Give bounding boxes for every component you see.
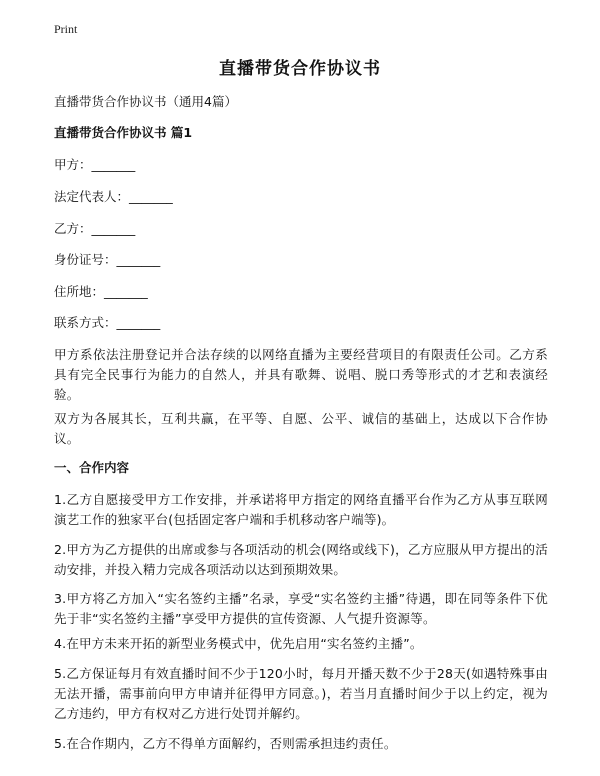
intro-paragraph-2: 双方为各展其长，互利共赢，在平等、自愿、公平、诚信的基础上，达成以下合作协议。 bbox=[54, 411, 548, 446]
clause-2: 2.甲方为乙方提供的出席或参与各项活动的机会(网络或线下)，乙方应服从甲方提出的活动安排，并投入精力完成各项活动以达到预期效果。 bbox=[54, 542, 548, 577]
document-subtitle: 直播带货合作协议书（通用4篇） bbox=[54, 94, 237, 109]
document-title: 直播带货合作协议书 bbox=[219, 59, 381, 79]
field-contact: 联系方式：_______ bbox=[54, 315, 161, 330]
clause-4: 4.在甲方未来开拓的新型业务模式中，优先启用“实名签约主播”。 bbox=[54, 636, 423, 651]
clause-1: 1.乙方自愿接受甲方工作安排，并承诺将甲方指定的网络直播平台作为乙方从事互联网演艺工作的独家平台(包括固定客户端和手机移动客户端等)。 bbox=[54, 492, 548, 527]
clause-6: 5.在合作期内，乙方不得单方面解约，否则需承担违约责任。 bbox=[54, 736, 397, 751]
print-link[interactable]: Print bbox=[54, 22, 78, 36]
field-party-b: 乙方：_______ bbox=[54, 221, 136, 236]
intro-paragraph-1: 甲方系依法注册登记并合法存续的以网络直播为主要经营项目的有限责任公司。乙方系具有完全民事行为能力的自然人，并具有歌舞、说唱、脱口秀等形式的才艺和表演经验。 bbox=[54, 347, 548, 402]
field-id-number: 身份证号：_______ bbox=[54, 252, 161, 267]
section-heading: 直播带货合作协议书 篇1 bbox=[54, 125, 193, 140]
field-legal-representative: 法定代表人：_______ bbox=[54, 189, 173, 204]
clause-3: 3.甲方将乙方加入“实名签约主播”名录，享受“实名签约主播”待遇，即在同等条件下优先于非“实名签约主播”享受甲方提供的宣传资源、人气提升资源等。 bbox=[54, 591, 548, 626]
field-party-a: 甲方：_______ bbox=[54, 157, 136, 172]
part-heading: 一、合作内容 bbox=[54, 460, 130, 475]
field-address: 住所地：_______ bbox=[54, 284, 148, 299]
clause-5: 5.乙方保证每月有效直播时间不少于120小时，每月开播天数不少于28天(如遇特殊事由无法开播，需事前向甲方申请并征得甲方同意。)，若当月直播时间少于以上约定，视为乙方违约，甲方有权对乙方进行处罚并解约。 bbox=[54, 666, 548, 721]
